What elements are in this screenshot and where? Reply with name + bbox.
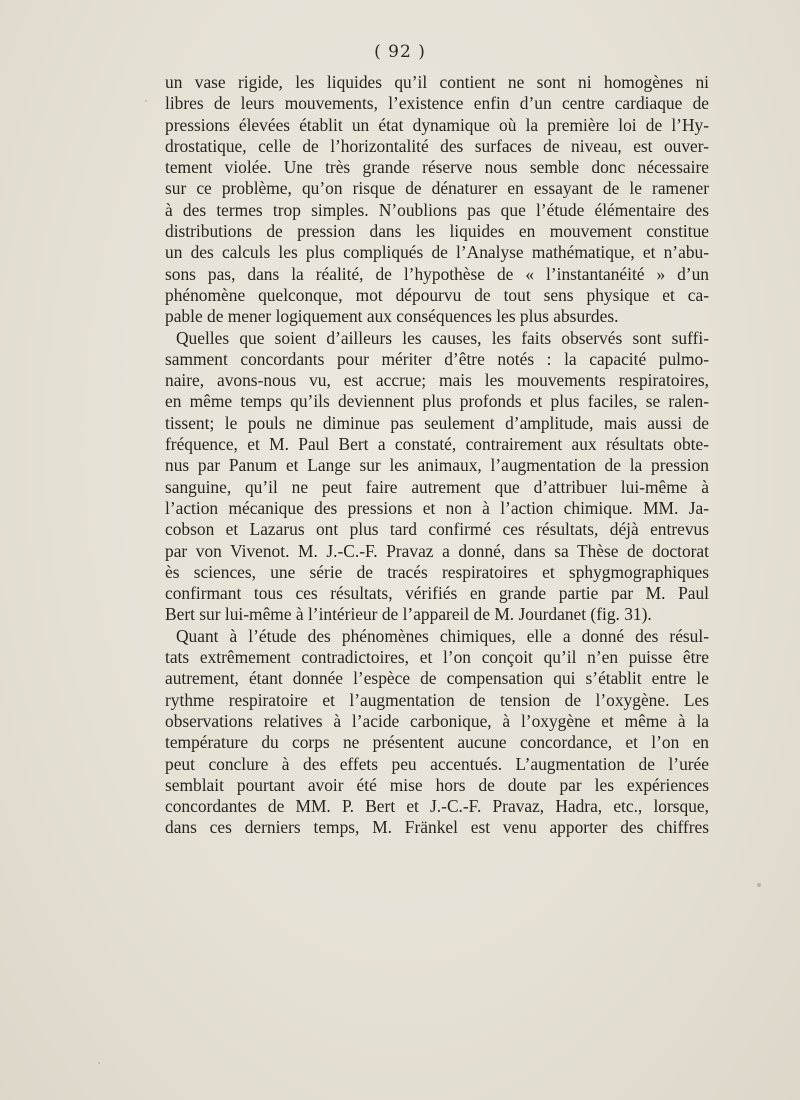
paper-speck bbox=[98, 1062, 100, 1064]
text-line: naire, avons-nous vu, est accrue; mais les mouvements respiratoires, bbox=[165, 370, 709, 391]
text-line: observations relatives à l’acide carbonique, à l’oxygène et même à la bbox=[165, 710, 709, 731]
paper-speck bbox=[757, 883, 761, 887]
text-line: un des calculs les plus compliqués de l’Analyse mathématique, et n’abu- bbox=[165, 242, 709, 263]
text-line: rythme respiratoire et l’augmentation de tension de l’oxygène. Les bbox=[165, 689, 709, 710]
text-line: Quelles que soient d’ailleurs les causes, les faits observés sont suffi- bbox=[176, 327, 709, 348]
text-line: tats extrêmement contradictoires, et l’on conçoit qu’il n’en puisse être bbox=[165, 647, 709, 668]
text-line: à des termes trop simples. N’oublions pas que l’étude élémentaire des bbox=[165, 199, 709, 220]
text-line: Quant à l’étude des phénomènes chimiques, elle a donné des résul- bbox=[176, 625, 709, 646]
text-line: sons pas, dans la réalité, de l’hypothèse de « l’instantanéité » d’un bbox=[165, 263, 709, 284]
text-line: phénomène quelconque, mot dépourvu de tout sens physique et ca- bbox=[165, 284, 709, 305]
body-text bbox=[165, 72, 709, 839]
text-line: concordantes de MM. P. Bert et J.-C.-F. Pravaz, Hadra, etc., lorsque, bbox=[165, 796, 709, 817]
paragraph-3 bbox=[165, 626, 709, 839]
text-line: en même temps qu’ils deviennent plus profonds et plus faciles, se ralen- bbox=[165, 391, 709, 412]
text-line: confirmant tous ces résultats, vérifiés en grande partie par M. Paul bbox=[165, 583, 709, 604]
text-line: tissent; le pouls ne diminue pas seulement d’amplitude, mais aussi de bbox=[165, 412, 709, 433]
text-line: libres de leurs mouvements, l’existence enfin d’un centre cardiaque de bbox=[165, 93, 709, 114]
text-line: pable de mener logiquement aux conséquences les plus absurdes. bbox=[165, 306, 619, 327]
text-line: distributions de pression dans les liquides en mouvement constitue bbox=[165, 221, 709, 242]
text-line: semblait pourtant avoir été mise hors de doute par les expériences bbox=[165, 774, 709, 795]
text-line: drostatique, celle de l’horizontalité des surfaces de niveau, est ouver- bbox=[165, 135, 709, 156]
text-line: Bert sur lui-même à l’intérieur de l’appareil de M. Jourdanet (fig. 31). bbox=[165, 604, 652, 625]
text-line: température du corps ne présentent aucune concordance, et l’on en bbox=[165, 732, 709, 753]
text-line: autrement, étant donnée l’espèce de compensation qui s’établit entre le bbox=[165, 668, 709, 689]
text-line: sur ce problème, qu’on risque de dénaturer en essayant de le ramener bbox=[165, 178, 709, 199]
paragraph-1 bbox=[165, 72, 709, 328]
page-number: ( 92 ) bbox=[374, 42, 426, 62]
text-line: fréquence, et M. Paul Bert a constaté, contrairement aux résultats obte- bbox=[165, 434, 709, 455]
text-line: cobson et Lazarus ont plus tard confirmé ces résultats, déjà entrevus bbox=[165, 519, 709, 540]
paper-speck bbox=[145, 100, 147, 102]
text-line: un vase rigide, les liquides qu’il contient ne sont ni homogènes ni bbox=[165, 72, 709, 92]
text-line: tement violée. Une très grande réserve nous semble donc nécessaire bbox=[165, 157, 709, 178]
text-line: l’action mécanique des pressions et non à l’action chimique. MM. Ja- bbox=[165, 497, 709, 518]
text-line: sanguine, qu’il ne peut faire autrement que d’attribuer lui-même à bbox=[165, 476, 709, 497]
text-line: ès sciences, une série de tracés respiratoires et sphygmographiques bbox=[165, 561, 709, 582]
text-line: dans ces derniers temps, M. Fränkel est venu apporter des chiffres bbox=[165, 817, 709, 838]
paragraph-2 bbox=[165, 328, 709, 626]
text-line: par von Vivenot. M. J.-C.-F. Pravaz a donné, dans sa Thèse de doctorat bbox=[165, 540, 709, 561]
text-line: nus par Panum et Lange sur les animaux, l’augmentation de la pression bbox=[165, 455, 709, 476]
text-line: peut conclure à des effets peu accentués. L’augmentation de l’urée bbox=[165, 753, 709, 774]
text-line: pressions élevées établit un état dynamique où la première loi de l’Hy- bbox=[165, 114, 709, 135]
text-line: samment concordants pour mériter d’être notés : la capacité pulmo- bbox=[165, 348, 709, 369]
